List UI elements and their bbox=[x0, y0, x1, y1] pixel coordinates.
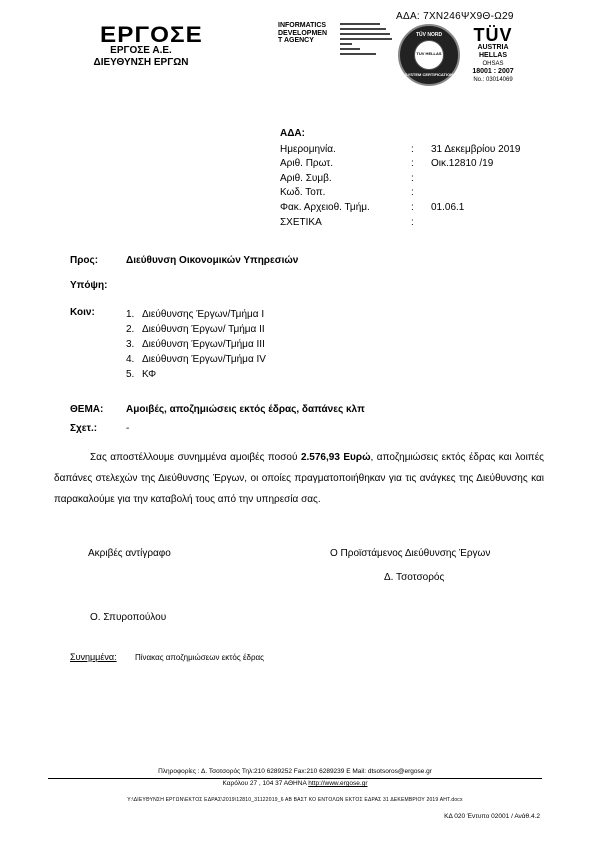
reference-ada-title: ΑΔΑ: bbox=[280, 128, 305, 139]
reference-row bbox=[280, 187, 550, 202]
reference-label: Αριθ. Πρωτ. bbox=[280, 158, 334, 169]
ada-code: ΑΔΑ: 7ΧΝ246ΨΧ9Θ-Ω29 bbox=[396, 11, 514, 22]
reference-value: 01.06.1 bbox=[431, 202, 465, 213]
footer-divider bbox=[48, 778, 542, 779]
reference-colon: : bbox=[411, 173, 414, 184]
relevant-label: Σχετ.: bbox=[70, 423, 98, 434]
tuv-line-5: No.: 03014069 bbox=[473, 77, 513, 83]
reference-row bbox=[280, 202, 550, 217]
reference-row bbox=[280, 158, 550, 173]
tuv-austria-logo bbox=[462, 26, 524, 84]
cert-top-label: TÜV NORD bbox=[415, 32, 443, 38]
to-label: Προς: bbox=[70, 255, 99, 266]
ida-label bbox=[278, 22, 338, 45]
reference-value: Οικ.12810 /19 bbox=[431, 158, 494, 169]
director-name: Δ. Τσοτσορός bbox=[384, 572, 445, 583]
reference-row bbox=[280, 217, 550, 232]
reference-colon: : bbox=[411, 217, 414, 228]
reference-row bbox=[280, 144, 550, 159]
reference-label: Ημερομηνία. bbox=[280, 144, 336, 155]
director-title: Ο Προϊστάμενος Διεύθυνσης Έργων bbox=[330, 548, 491, 559]
list-item: 4. Διεύθυνση Έργων/Τμήμα ΙV bbox=[126, 354, 266, 365]
reference-label: Αριθ. Συμβ. bbox=[280, 173, 332, 184]
reference-label: Φακ. Αρχειοθ. Τμήμ. bbox=[280, 202, 370, 213]
footer-address-text: Καρόλου 27 , 104 37 ΑΘΗΝΑ bbox=[222, 780, 309, 787]
org-line-1: ΕΡΓΟΣΕ Α.Ε. bbox=[110, 45, 172, 56]
copy-certifier-name: Ο. Σπυροπούλου bbox=[90, 612, 167, 623]
subject-value: Αμοιβές, αποζημιώσεις εκτός έδρας, δαπάνες κλπ bbox=[126, 404, 365, 415]
footer-form-code: ΚΔ 020 Έντυπο 02001 / Ανάθ.4.2 bbox=[444, 813, 540, 820]
reference-colon: : bbox=[411, 158, 414, 169]
reference-label: ΣΧΕΤΙΚΑ bbox=[280, 217, 322, 228]
footer-file-path: Υ:\ΔΙΕΥΘΥΝΣΗ ΕΡΓΩΝ\ΕΚΤΟΣ ΕΔΡΑΣ\2019\12810_31122019_6 ΑΒ ΒΑΣΤ ΚΟ ΕΝΤΟΛΩΝ ΕΚΤΟΣ ΕΔΡΑΣ 31 ΔΕΚΕΜΒΡΙΟΥ 2019 ΑΗΤ.docx bbox=[127, 797, 463, 803]
cc-item-text: Διεύθυνση Έργων/Τμήμα ΙV bbox=[142, 354, 266, 365]
cc-list bbox=[126, 307, 266, 382]
list-item: 2. Διεύθυνση Έργων/ Τμήμα ΙΙ bbox=[126, 324, 265, 335]
list-item: 3. Διεύθυνση Έργων/Τμήμα ΙΙΙ bbox=[126, 339, 265, 350]
website-link[interactable]: http://www.ergose.gr bbox=[308, 780, 368, 787]
body-amount: 2.576,93 Ευρώ bbox=[300, 452, 371, 463]
tuv-line-4: 18001 : 2007 bbox=[472, 68, 514, 75]
certification-seal-icon bbox=[398, 24, 460, 86]
ida-line-2: DEVELOPMEN bbox=[278, 29, 328, 37]
tuv-line-1: AUSTRIA bbox=[477, 44, 509, 51]
cc-item-text: Διεύθυνση Έργων/ Τμήμα ΙΙ bbox=[142, 324, 265, 335]
reference-colon: : bbox=[411, 187, 414, 198]
cert-inner-circle bbox=[414, 40, 444, 70]
reference-label: Κωδ. Τοπ. bbox=[280, 187, 326, 198]
to-value: Διεύθυνση Οικονομικών Υπηρεσιών bbox=[126, 255, 299, 266]
list-item: 5. ΚΦ bbox=[126, 369, 157, 380]
attachments-value: Πίνακας αποζημιώσεων εκτός έδρας bbox=[135, 653, 265, 662]
cert-mid-label: TUV HELLAS bbox=[416, 51, 442, 56]
reference-colon: : bbox=[411, 144, 414, 155]
tuv-line-3: OHSAS bbox=[482, 61, 504, 67]
cc-item-text: ΚΦ bbox=[142, 369, 157, 380]
cc-item-text: Διεύθυνσης Έργων/Τμήμα Ι bbox=[142, 309, 265, 320]
ergose-logo: ΕΡΓΟΣΕ bbox=[100, 22, 203, 47]
body-paragraph bbox=[54, 447, 544, 510]
ida-line-3: T AGENCY bbox=[278, 37, 314, 44]
body-text-pre: Σας αποστέλλουμε συνημμένα αμοιβές ποσού bbox=[90, 452, 301, 463]
body-text-post: , αποζημιώσεις εκτός έδρας και λοιπές δαπάνες στελεχών της Διεύθυνσης Έργων, οι οποίες πραγματοποιήθηκαν για τις ανάγκες της Διεύθυνσης και παρακαλούμε για την καταβολή τους από την υπηρεσία σας. bbox=[54, 452, 544, 505]
attachments-label: Συνημμένα: bbox=[70, 652, 117, 662]
tuv-mark: TÜV bbox=[473, 25, 513, 45]
list-item: 1. Διεύθυνσης Έργων/Τμήμα Ι bbox=[126, 309, 265, 320]
cc-item-text: Διεύθυνση Έργων/Τμήμα ΙΙΙ bbox=[142, 339, 265, 350]
footer-address bbox=[48, 780, 542, 787]
relevant-value: - bbox=[126, 423, 130, 434]
cert-bottom-label: SYSTEM CERTIFICATION bbox=[404, 72, 454, 77]
cc-label: Κοιν: bbox=[70, 307, 95, 318]
attention-label: Υπόψη: bbox=[70, 280, 108, 291]
footer-contact: Πληροφορίες : Δ. Τσοτσορός Τηλ:210 6289252 Fax:210 6289239 E Mail: dtsotsoros@ergose.gr bbox=[158, 768, 432, 775]
exact-copy-label: Ακριβές αντίγραφο bbox=[88, 548, 171, 559]
ida-line-1: INFORMATICS bbox=[278, 22, 327, 29]
org-line-2: ΔΙΕΥΘΥΝΣΗ ΕΡΓΩΝ bbox=[93, 57, 189, 68]
organization-name bbox=[76, 45, 206, 69]
reference-value: 31 Δεκεμβρίου 2019 bbox=[431, 144, 521, 155]
fine-print-lines-icon bbox=[340, 22, 400, 56]
subject-label: ΘΕΜΑ: bbox=[70, 404, 104, 415]
reference-colon: : bbox=[411, 202, 414, 213]
reference-row bbox=[280, 173, 550, 188]
tuv-line-2: HELLAS bbox=[479, 52, 507, 59]
